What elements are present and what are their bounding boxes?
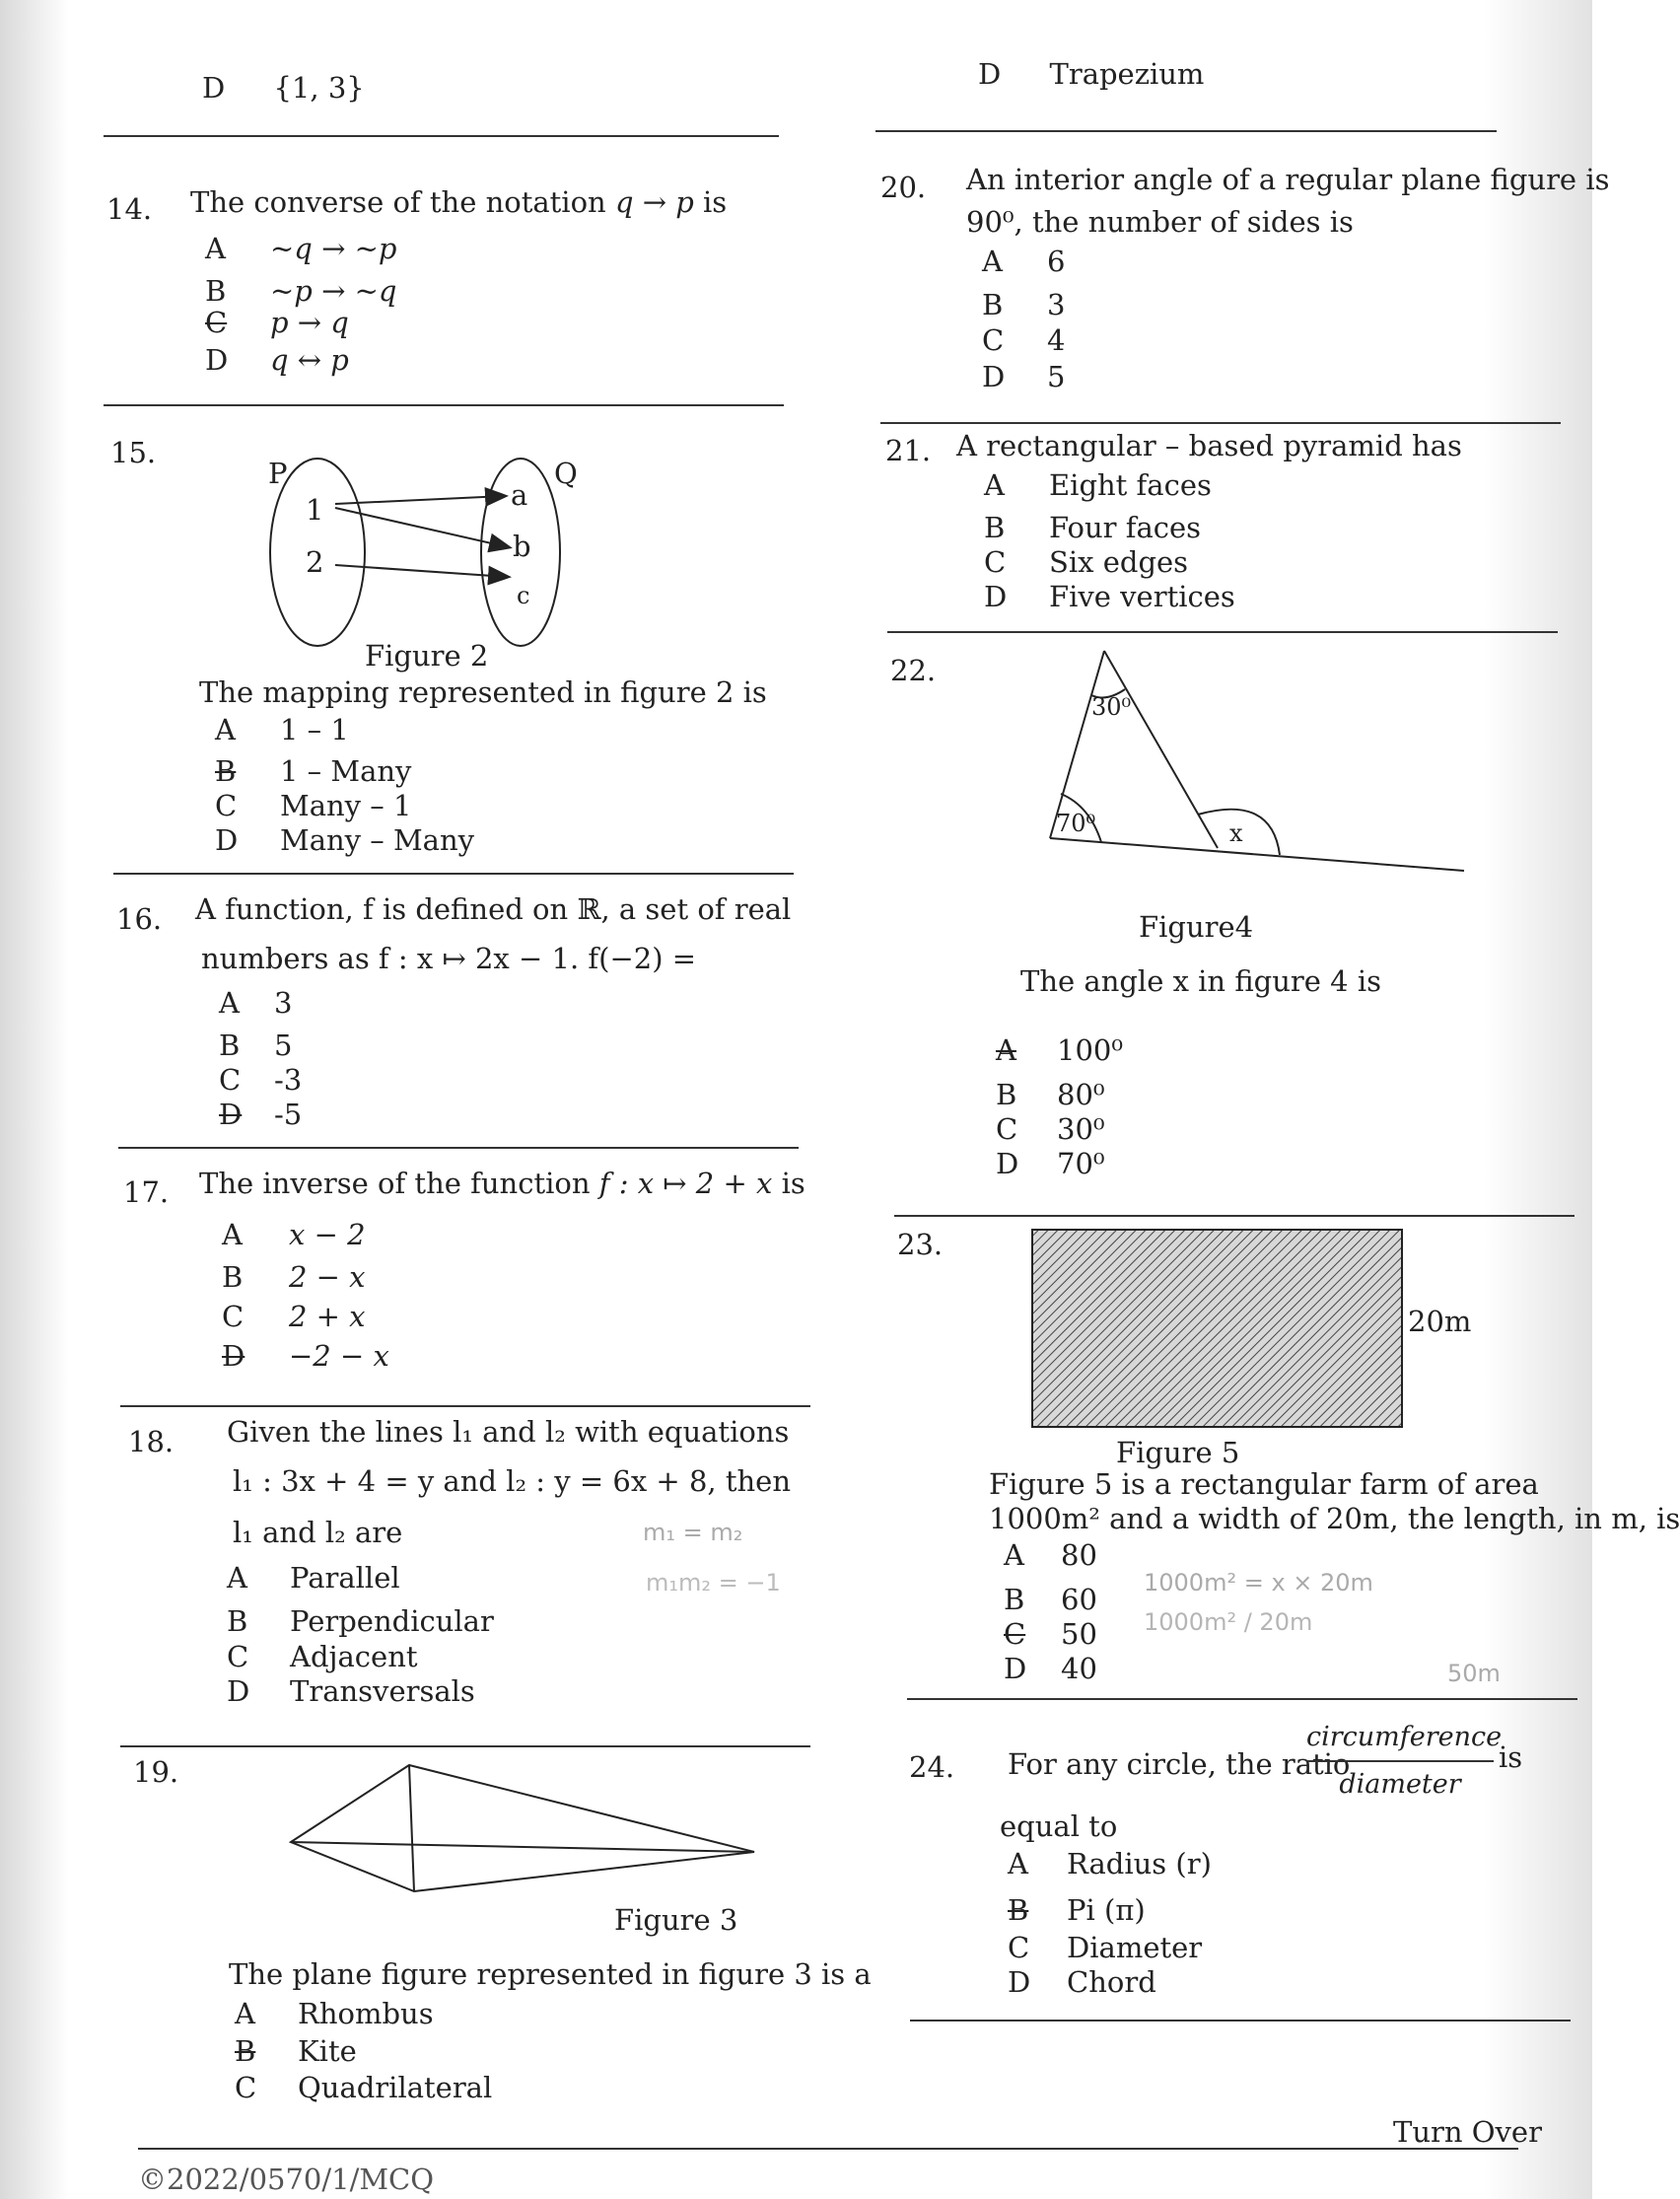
option-a[interactable]: A 80 [1004,1538,1097,1572]
footer-rule [138,2148,1518,2150]
question-stem-line-2: numbers as f : x ↦ 2x − 1. f(−2) = [201,942,697,975]
rectangle-farm-figure [1030,1228,1405,1430]
kite-figure [286,1760,759,1893]
divider [120,1745,810,1747]
question-stem-end: is [1499,1740,1523,1774]
ratio-numerator: circumference [1306,1722,1503,1752]
divider [104,135,779,137]
question-number: 20. [880,171,927,204]
scan-shadow-right [1484,0,1592,2199]
divider [880,422,1561,424]
option-a[interactable]: A Rhombus [235,1997,434,2030]
option-b[interactable]: B 3 [982,288,1066,321]
question-number: 24. [909,1750,955,1784]
ratio-denominator: diameter [1339,1769,1461,1800]
question-stem: The angle x in figure 4 is [1020,964,1381,998]
divider [120,1405,810,1407]
option-c[interactable]: C Six edges [984,545,1189,579]
question-stem-line-1: A function, f is defined on ℝ, a set of real [195,892,792,926]
option-a[interactable]: A 1 – 1 [215,713,349,746]
kite-outline [291,1765,754,1891]
option-a[interactable]: A Parallel [227,1561,400,1595]
question-stem: The converse of the notation q → p is [190,185,728,219]
kite-diagonal-long [291,1842,754,1852]
handwriting-note: m₁m₂ = −1 [646,1569,781,1596]
q19-option-d: D Trapezium [978,57,1205,91]
option-d[interactable]: D 70⁰ [996,1147,1105,1180]
angle-label-top: 30⁰ [1091,693,1132,721]
figure-caption: Figure 5 [1116,1436,1240,1469]
question-number: 15. [110,436,157,469]
question-stem-line-2: 90⁰, the number of sides is [966,205,1354,239]
handwriting-note: 1000m² = x × 20m [1144,1569,1373,1596]
handwriting-note: m₁ = m₂ [643,1519,743,1546]
divider [887,631,1558,633]
q-element: b [513,530,531,563]
question-stem-line-1: Figure 5 is a rectangular farm of area [989,1467,1539,1501]
option-c[interactable]: C 30⁰ [996,1112,1105,1146]
option-b[interactable]: B 5 [219,1029,293,1062]
option-a[interactable]: A ~q → ~p [205,232,397,265]
angle-label-x: x [1229,819,1243,847]
angle-label-left: 70⁰ [1056,810,1096,837]
question-number: 17. [123,1175,170,1209]
question-stem-line-3: l₁ and l₂ are [233,1516,403,1549]
option-d[interactable]: D -5 [219,1098,303,1131]
option-c[interactable]: C Diameter [1008,1931,1203,1964]
option-d[interactable]: D q ↔ p [205,343,349,377]
q13-option-d: D {1, 3} [202,71,365,105]
question-number: 19. [133,1755,179,1789]
divider [894,1215,1575,1217]
question-number: 22. [890,654,937,687]
option-a[interactable]: A Eight faces [984,468,1212,502]
option-d[interactable]: D Transversals [227,1674,475,1708]
option-b[interactable]: B Perpendicular [227,1604,494,1638]
set-q-label: Q [554,457,578,490]
q-element: c [517,582,530,609]
option-b[interactable]: B 1 – Many [215,754,412,788]
option-b[interactable]: B 60 [1004,1583,1097,1616]
question-stem: A rectangular – based pyramid has [956,429,1462,462]
option-d[interactable]: D Chord [1008,1965,1156,1999]
option-a[interactable]: A 6 [982,245,1066,278]
divider [907,1698,1577,1700]
figure-caption: Figure4 [1139,910,1254,944]
question-stem-line-2: l₁ : 3x + 4 = y and l₂ : y = 6x + 8, then [233,1464,792,1498]
divider [118,1147,799,1149]
question-number: 21. [885,434,932,467]
farm-rectangle [1032,1230,1402,1427]
question-stem: The plane figure represented in figure 3 is a [229,1957,872,1991]
option-a[interactable]: A 3 [219,986,293,1020]
triangle-base-extended [1050,838,1464,871]
arrow-1-a [335,496,505,504]
option-c[interactable]: C -3 [219,1063,303,1097]
option-b[interactable]: B Pi (π) [1008,1893,1146,1927]
option-d[interactable]: D Many – Many [215,823,475,857]
option-b[interactable]: B Four faces [984,511,1202,544]
handwriting-note: 50m [1447,1660,1501,1687]
question-stem: The mapping represented in figure 2 is [199,675,767,709]
question-stem-line-1: Given the lines l₁ and l₂ with equations [227,1415,790,1449]
option-b[interactable]: B 2 − x [222,1260,366,1294]
q-element: a [511,478,528,512]
divider [910,2020,1571,2022]
option-a[interactable]: A Radius (r) [1008,1847,1212,1880]
width-label: 20m [1408,1305,1472,1338]
option-d[interactable]: D −2 − x [222,1339,389,1373]
option-d[interactable]: D Five vertices [984,580,1235,613]
question-stem-line-2: 1000m² and a width of 20m, the length, in m, is [989,1502,1680,1535]
triangle-side-right [1104,651,1218,848]
option-c[interactable]: C 50 [1004,1617,1097,1651]
question-stem-line-2: equal to [1000,1809,1118,1843]
option-d[interactable]: D 5 [982,360,1066,393]
question-number: 23. [897,1228,944,1261]
question-number: 18. [128,1425,175,1458]
divider [875,130,1497,132]
triangle-figure [1045,646,1469,873]
turn-over-text: Turn Over [1393,2115,1542,2149]
figure-caption: Figure 2 [365,639,489,673]
option-c[interactable]: C Quadrilateral [235,2071,493,2104]
divider [104,404,784,406]
option-a[interactable]: A 100⁰ [996,1033,1123,1067]
question-number: 16. [116,902,163,936]
option-d[interactable]: D 40 [1004,1652,1097,1685]
fraction-bar [1306,1760,1494,1762]
p-element: 1 [306,493,324,527]
option-b[interactable]: B ~p → ~q [205,274,397,308]
question-stem: The inverse of the function f : x ↦ 2 + x is [199,1167,805,1200]
divider [113,873,794,875]
option-b[interactable]: B 80⁰ [996,1078,1105,1111]
paper-code: ©2022/0570/1/MCQ [138,2163,435,2196]
option-c[interactable]: C Adjacent [227,1640,418,1673]
question-stem: For any circle, the ratio [1008,1747,1351,1781]
set-p-label: P [268,457,288,490]
p-element: 2 [306,545,324,579]
kite-diagonal-short [409,1765,414,1891]
option-c[interactable]: C Many – 1 [215,789,412,822]
question-number: 14. [106,192,153,226]
option-a[interactable]: A x − 2 [222,1218,366,1251]
question-stem-line-1: An interior angle of a regular plane figure is [966,163,1610,196]
option-c[interactable]: C p → q [205,306,349,339]
scan-shadow-left [0,0,69,2199]
option-b[interactable]: B Kite [235,2034,357,2068]
option-c[interactable]: C 4 [982,323,1066,357]
figure-caption: Figure 3 [614,1903,738,1937]
handwriting-note: 1000m² / 20m [1144,1608,1313,1636]
option-c[interactable]: C 2 + x [222,1300,366,1333]
